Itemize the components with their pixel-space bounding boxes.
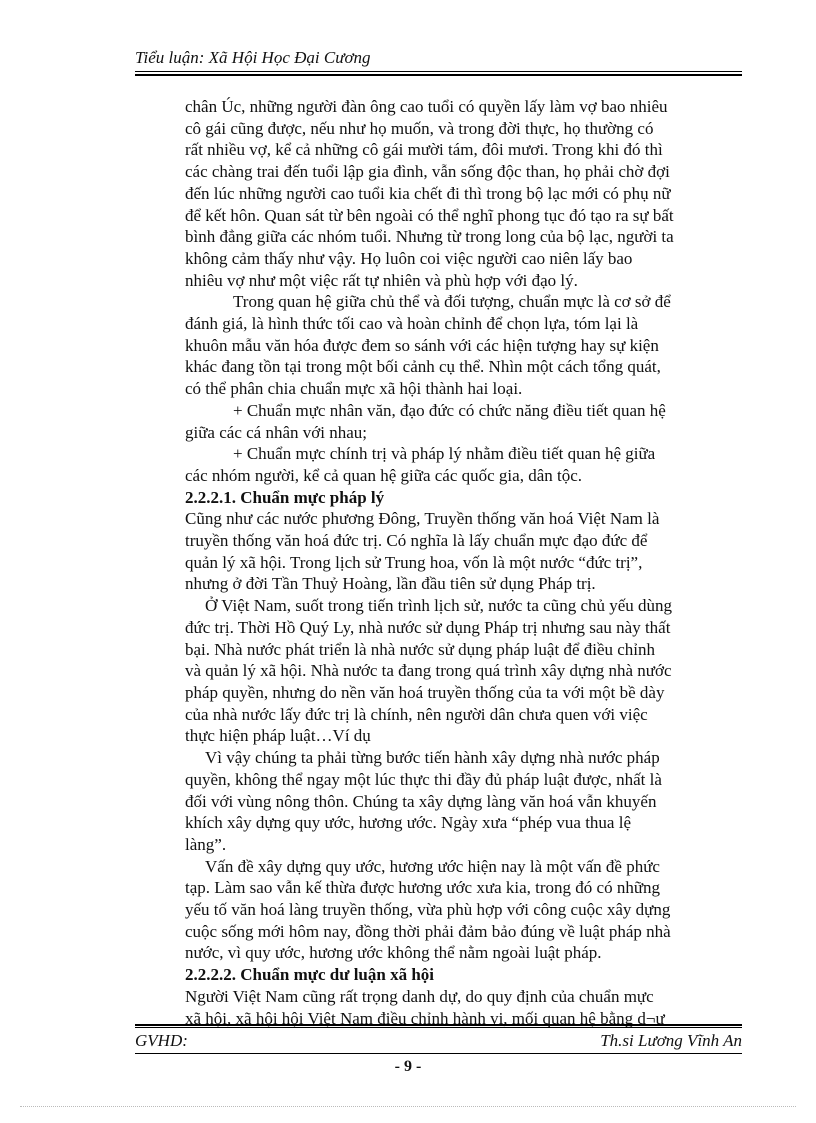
text-line: làng”. xyxy=(185,834,227,854)
text-line: Trong quan hệ giữa chủ thể và đối tượng, chuẩn mực là cơ sở để xyxy=(233,292,671,312)
paragraph xyxy=(185,291,741,400)
paragraph xyxy=(185,856,741,965)
text-line: chân Úc, những người đàn ông cao tuổi có quyền lấy làm vợ bao nhiêu xyxy=(185,97,668,116)
text-line: đức trị. Thời Hồ Quý Ly, nhà nước sử dụng Pháp trị nhưng sau này thất xyxy=(185,617,671,637)
text-line: quyền, không thể ngay một lúc thực thi đầy đủ pháp luật được, nhất là xyxy=(185,769,662,789)
text-line: nước, vì quy ước, hương ước không thể nằm ngoài luật pháp. xyxy=(185,943,602,963)
section-heading: 2.2.2.2. Chuẩn mực dư luận xã hội xyxy=(185,965,435,985)
text-line: để kết hôn. Quan sát từ bên ngoài có thể nghĩ phong tục đó tạo ra sự bất xyxy=(185,205,674,225)
text-line: thực hiện pháp luật…Ví dụ xyxy=(185,726,371,746)
text-line: xã hội, xã hội hội Việt Nam điều chỉnh hành vi, mối quan hệ bằng d¬ư xyxy=(185,1008,665,1028)
text-line: Vì vậy chúng ta phải từng bước tiến hành xây dựng nhà nước pháp xyxy=(205,748,660,768)
paragraph xyxy=(185,443,741,486)
text-line: Người Việt Nam cũng rất trọng danh dự, do quy định của chuẩn mực xyxy=(185,986,654,1006)
text-line: khuôn mẫu văn hóa được đem so sánh với các hiện tượng hay sự kiện xyxy=(185,335,659,355)
text-line: + Chuẩn mực nhân văn, đạo đức có chức năng điều tiết quan hệ xyxy=(233,400,666,420)
footer-advisor-name: Th.si Lương Vĩnh An xyxy=(600,1031,742,1050)
text-line: tạp. Làm sao vẫn kế thừa được hương ước xưa kia, trong đó có những xyxy=(185,878,661,898)
section-heading: 2.2.2.1. Chuẩn mực pháp lý xyxy=(185,487,385,507)
text-line: và quản lý xã hội. Nhà nước ta đang trong quá trình xây dựng nhà nước xyxy=(185,661,672,681)
text-line: đến lúc những người cao tuổi kia chết đi thì trong bộ lạc mới có phụ nữ xyxy=(185,183,671,203)
text-line: Vấn đề xây dựng quy ước, hương ước hiện nay là một vấn đề phức xyxy=(205,856,660,876)
text-line: bại. Nhà nước phát triển là nhà nước sử dụng pháp luật để điều chỉnh xyxy=(185,639,656,659)
footer-advisor-label: GVHD: xyxy=(135,1031,188,1050)
text-line: cuộc sống mới hôm nay, đồng thời phải đảm bảo đúng về luật pháp nhà xyxy=(185,921,671,941)
paragraph xyxy=(185,986,741,1029)
text-line: không cảm thấy như vậy. Họ luôn coi việc người cao niên lấy bao xyxy=(185,248,633,268)
text-line: rất nhiều vợ, kể cả những cô gái mười tám, đôi mươi. Trong khi đó thì xyxy=(185,140,663,160)
text-line: đối với vùng nông thôn. Chúng ta xây dựng làng văn hoá vẫn khuyến xyxy=(185,791,657,811)
footer-rule-thick xyxy=(135,1024,742,1026)
text-line: các chàng trai đến tuổi lập gia đình, vẫn sống độc than, họ phải chờ đợi xyxy=(185,162,670,182)
text-line: truyền thống văn hoá đức trị. Có nghĩa là lấy chuẩn mực đạo đức để xyxy=(185,531,648,551)
text-line: đánh giá, là hình thức tối cao và hoàn chỉnh để chọn lựa, tóm lại là xyxy=(185,314,639,334)
document-body xyxy=(185,96,741,1029)
page-edge-dotted-line xyxy=(20,1106,796,1107)
paragraph xyxy=(185,747,741,856)
text-line: cô gái cũng được, nếu như họ muốn, và trong đời thực, họ thường có xyxy=(185,118,654,138)
text-line: nhiêu vợ như một việc rất tự nhiên và phù hợp với đạo lý. xyxy=(185,270,578,290)
page-number: - 9 - xyxy=(394,1058,422,1075)
text-line: Ở Việt Nam, suốt trong tiến trình lịch sử, nước ta cũng chủ yếu dùng xyxy=(205,596,673,616)
text-line: khác đang tồn tại trong một bối cảnh cụ thể. Nhìn một cách tổng quát, xyxy=(185,357,661,377)
paragraph xyxy=(185,595,741,747)
text-line: + Chuẩn mực chính trị và pháp lý nhằm điều tiết quan hệ giữa xyxy=(233,444,656,464)
paragraph xyxy=(185,96,741,291)
text-line: Cũng như các nước phương Đông, Truyền thống văn hoá Việt Nam là xyxy=(185,509,660,529)
header-title: Tiểu luận: Xã Hội Học Đại Cương xyxy=(135,48,371,67)
text-line: khích xây dựng quy ước, hương ước. Ngày xưa “phép vua thua lệ xyxy=(185,813,631,833)
text-line: của nhà nước lấy đức trị là chính, nên người dân chưa quen với việc xyxy=(185,704,648,724)
text-line: có thể phân chia chuẩn mực xã hội thành hai loại. xyxy=(185,379,523,399)
text-line: yếu tố văn hoá làng truyền thống, vừa phù hợp với công cuộc xây dựng xyxy=(185,900,671,920)
text-line: pháp quyền, nhưng do nền văn hoá truyền thống của ta với một bề dày xyxy=(185,682,665,702)
text-line: nhưng ở đời Tần Thuỷ Hoàng, lần đầu tiên sử dụng Pháp trị. xyxy=(185,574,596,594)
paragraph xyxy=(185,400,741,443)
text-line: giữa các cá nhân với nhau; xyxy=(185,422,367,442)
header-rule-thin xyxy=(135,71,742,72)
footer-rule-thin xyxy=(135,1027,742,1028)
paragraph xyxy=(185,508,741,595)
text-line: các nhóm người, kể cả quan hệ giữa các quốc gia, dân tộc. xyxy=(185,465,583,485)
header-rule-thick xyxy=(135,74,742,76)
text-line: bình đẳng giữa các nhóm tuổi. Nhưng từ trong long của bộ lạc, người ta xyxy=(185,227,674,247)
text-line: quản lý xã hội. Trong lịch sử Trung hoa, vốn là một nước “đức trị”, xyxy=(185,552,643,572)
footer-rule-bottom xyxy=(135,1053,742,1054)
